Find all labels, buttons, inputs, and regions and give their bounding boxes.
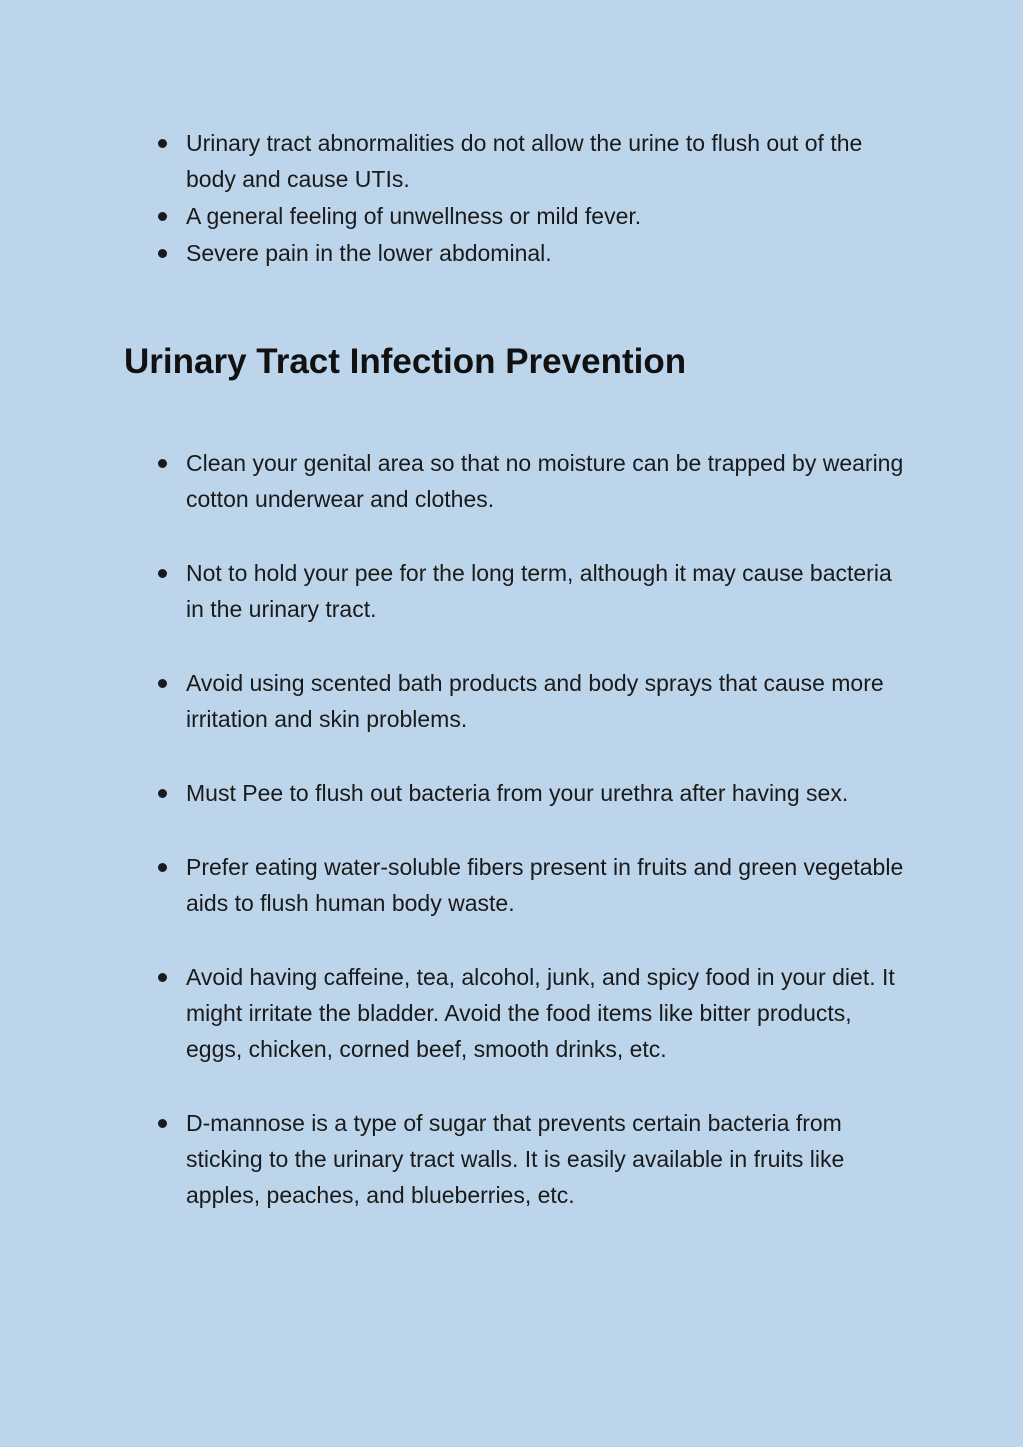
list-item: Urinary tract abnormalities do not allow the urine to flush out of the body and cause UTIs. bbox=[186, 125, 906, 197]
prevention-list bbox=[186, 445, 906, 1251]
list-item: Not to hold your pee for the long term, although it may cause bacteria in the urinary tract. bbox=[186, 555, 906, 627]
list-item: Must Pee to flush out bacteria from your urethra after having sex. bbox=[186, 775, 906, 811]
causes-list bbox=[186, 125, 906, 272]
list-item: Prefer eating water-soluble fibers present in fruits and green vegetable aids to flush human body waste. bbox=[186, 849, 906, 921]
list-item: Avoid using scented bath products and body sprays that cause more irritation and skin problems. bbox=[186, 665, 906, 737]
list-item: Clean your genital area so that no moisture can be trapped by wearing cotton underwear and clothes. bbox=[186, 445, 906, 517]
list-item: Severe pain in the lower abdominal. bbox=[186, 235, 906, 271]
list-item: Avoid having caffeine, tea, alcohol, junk, and spicy food in your diet. It might irritate the bladder. Avoid the food items like bitter products, eggs, chicken, corned beef, smooth drinks, etc. bbox=[186, 959, 906, 1067]
list-item: A general feeling of unwellness or mild fever. bbox=[186, 198, 906, 234]
list-item: D-mannose is a type of sugar that prevents certain bacteria from sticking to the urinary tract walls. It is easily available in fruits like apples, peaches, and blueberries, etc. bbox=[186, 1105, 906, 1213]
section-heading: Urinary Tract Infection Prevention bbox=[124, 342, 687, 381]
